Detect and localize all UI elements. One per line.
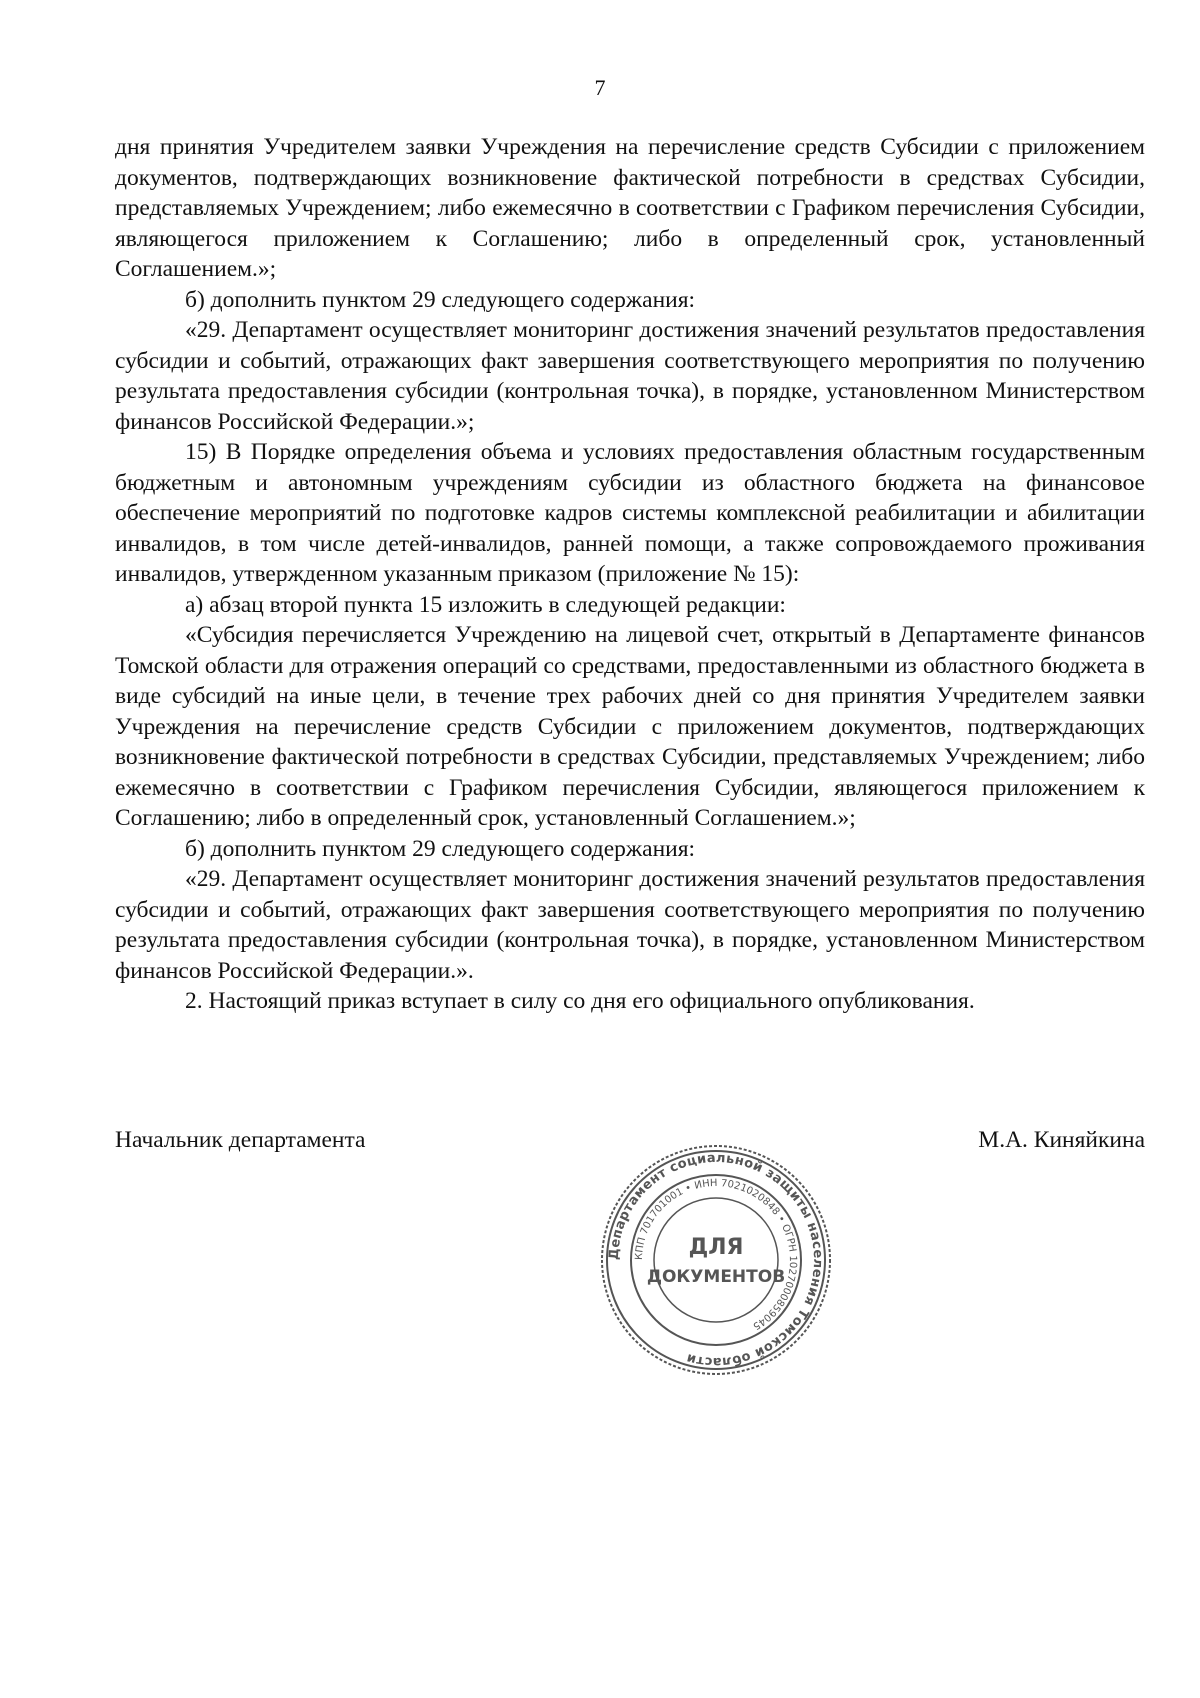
paragraph: б) дополнить пунктом 29 следующего содержания: <box>185 286 696 313</box>
paragraph: 2. Настоящий приказ вступает в силу со дня его официального опубликования. <box>185 988 975 1014</box>
paragraph: «29. Департамент осуществляет мониторинг достижения значений результатов предоставления субсидии и событий, отражающих факт завершения соответствующего мероприятия по получению результата предоставления субсидии (контрольная точка), в порядке, установленном Министерством финансов Российской Федерации.». <box>115 866 1145 984</box>
paragraph: дня принятия Учредителем заявки Учреждения на перечисление средств Субсидии с приложением документов, подтверждающих возникновение фактической потребности в средствах Субсидии, представляемых Учреждением; либо ежемесячно в соответствии с Графиком перечисления Субсидии, являющегося приложением к Соглашению; либо в определенный срок, установленный Соглашением.»; <box>115 134 1145 282</box>
paragraph: а) абзац второй пункта 15 изложить в следующей редакции: <box>185 591 786 618</box>
official-seal <box>596 1140 836 1380</box>
seal-image <box>596 1140 836 1380</box>
seal-center-line2: ДОКУМЕНТОВ <box>646 1267 786 1287</box>
paragraph: «Субсидия перечисляется Учреждению на лицевой счет, открытый в Департаменте финансов Томской области для отражения операций со средствами, предоставленными из областного бюджета в виде субсидий на иные цели, в течение трех рабочих дней со дня принятия Учредителем заявки Учреждения на перечисление средств Субсидии с приложением документов, подтверждающих возникновение фактической потребности в средствах Субсидии, представляемых Учреждением; либо ежемесячно в соответствии с Графиком перечисления Субсидии, являющегося приложением к Соглашению; либо в определенный срок, установленный Соглашением.»; <box>115 622 1145 831</box>
seal-ring-text: КПП 701701001 • ИНН 7021020848 • ОГРН 1027000859045 <box>633 1177 799 1332</box>
signatory-position: Начальник департамента <box>115 1127 366 1153</box>
paragraph: 15) В Порядке определения объема и условиях предоставления областным государственным бюджетным и автономным учреждениям субсидии из областного бюджета на финансовое обеспечение мероприятий по подготовке кадров системы комплексной реабилитации и абилитации инвалидов, в том числе детей-инвалидов, ранней помощи, а также сопровождаемого проживания инвалидов, утвержденном указанным приказом (приложение № 15): <box>115 439 1145 587</box>
paragraph: б) дополнить пунктом 29 следующего содержания: <box>185 835 696 862</box>
signatory-name: М.А. Киняйкина <box>978 1127 1145 1153</box>
page-number: 7 <box>594 75 606 100</box>
document-body <box>115 132 1145 1017</box>
paragraph: «29. Департамент осуществляет мониторинг достижения значений результатов предоставления субсидии и событий, отражающих факт завершения соответствующего мероприятия по получению результата предоставления субсидии (контрольная точка), в порядке, установленном Министерством финансов Российской Федерации.»; <box>115 317 1145 435</box>
seal-center-line1: ДЛЯ <box>688 1235 744 1260</box>
seal-outer-text: Департамент социальной защиты населения Томской области <box>606 1150 826 1370</box>
